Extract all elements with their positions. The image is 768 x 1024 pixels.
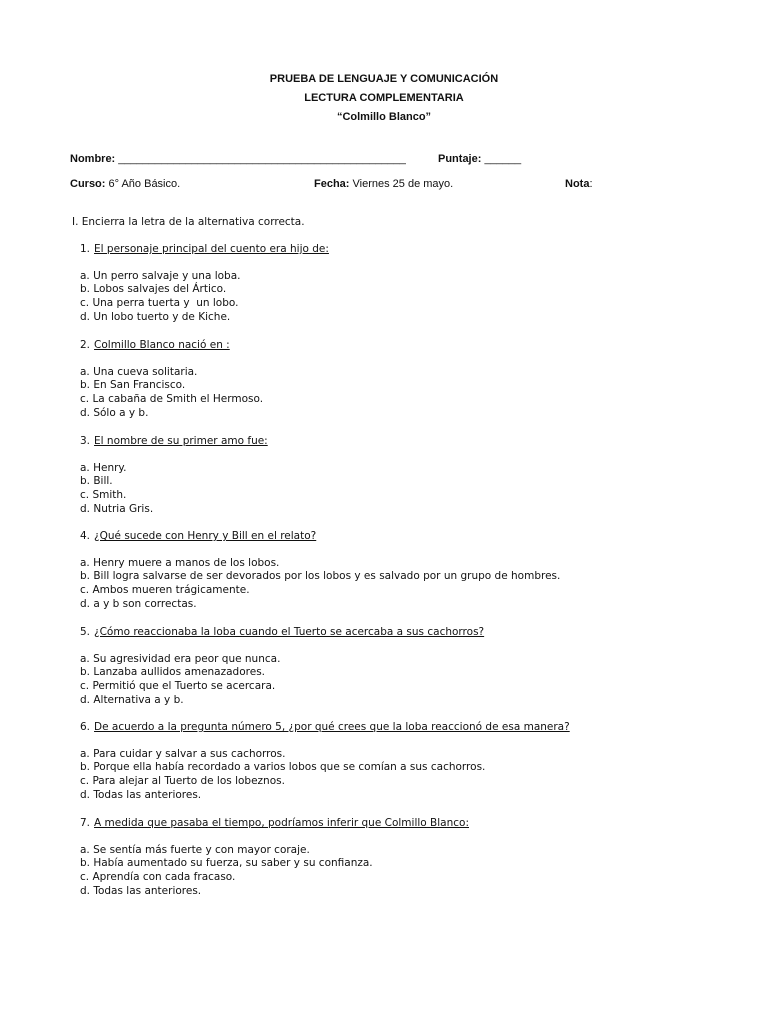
document-header	[0, 70, 768, 127]
nota-field	[565, 178, 593, 190]
answer-option[interactable]: c. Smith.	[80, 489, 127, 502]
question-item	[80, 530, 720, 612]
answer-option[interactable]: b. Lanzaba aullidos amenazadores.	[80, 666, 266, 679]
answer-option[interactable]: a. Para cuidar y salvar a sus cachorros.	[80, 747, 286, 760]
question-text: El personaje principal del cuento era hijo de:	[94, 243, 329, 255]
question-heading	[80, 435, 720, 449]
question-heading	[80, 339, 720, 353]
nota-label: Nota	[565, 178, 590, 190]
question-number: 5.	[80, 626, 91, 638]
answer-option[interactable]: c. Una perra tuerta y un lobo.	[80, 297, 239, 310]
nombre-field	[70, 153, 406, 165]
answer-option[interactable]: c. Aprendía con cada fracaso.	[80, 871, 236, 884]
question-text: A medida que pasaba el tiempo, podríamos inferir que Colmillo Blanco:	[94, 817, 469, 829]
question-text: El nombre de su primer amo fue:	[94, 435, 268, 447]
nombre-line: _______________________________________________	[115, 153, 406, 165]
answer-option[interactable]: d. a y b son correctas.	[80, 597, 197, 610]
question-number: 4.	[80, 530, 91, 542]
question-text: ¿Cómo reaccionaba la loba cuando el Tuerto se acercaba a sus cachorros?	[94, 626, 485, 638]
question-number: 7.	[80, 817, 91, 829]
answer-option[interactable]: c. Permitió que el Tuerto se acercara.	[80, 680, 276, 693]
answer-option[interactable]: a. Un perro salvaje y una loba.	[80, 269, 241, 282]
answer-option[interactable]: d. Alternativa a y b.	[80, 693, 184, 706]
question-heading	[80, 626, 720, 640]
nombre-label: Nombre:	[70, 153, 116, 165]
book-title: “Colmillo Blanco”	[336, 111, 432, 123]
question-number: 1.	[80, 243, 91, 255]
answer-option[interactable]: b. En San Francisco.	[80, 379, 186, 392]
question-number: 6.	[80, 721, 91, 733]
answer-option[interactable]: b. Bill.	[80, 475, 113, 488]
nota-value: :	[589, 178, 593, 190]
question-text: De acuerdo a la pregunta número 5, ¿por qué crees que la loba reaccionó de esa manera?	[94, 721, 570, 733]
question-heading	[80, 721, 720, 735]
question-item	[80, 626, 720, 708]
answer-option[interactable]: d. Sólo a y b.	[80, 406, 149, 419]
answer-option[interactable]: a. Henry muere a manos de los lobos.	[80, 556, 280, 569]
answer-option[interactable]: a. Se sentía más fuerte y con mayor coraje.	[80, 843, 310, 856]
answer-option[interactable]: c. Ambos mueren trágicamente.	[80, 584, 250, 597]
question-heading	[80, 530, 720, 544]
answer-option[interactable]: a. Su agresividad era peor que nunca.	[80, 652, 281, 665]
answer-option[interactable]: b. Bill logra salvarse de ser devorados por los lobos y es salvado por un grupo de hombres.	[80, 570, 561, 583]
puntaje-label: Puntaje:	[438, 153, 482, 165]
document-title: PRUEBA DE LENGUAJE Y COMUNICACIÓN	[269, 73, 499, 85]
puntaje-line: ______	[481, 153, 522, 165]
curso-field	[70, 178, 180, 190]
answer-option[interactable]: d. Nutria Gris.	[80, 502, 154, 515]
answer-option[interactable]: b. Lobos salvajes del Ártico.	[80, 283, 227, 296]
question-item	[80, 435, 720, 517]
answer-option[interactable]: a. Henry.	[80, 461, 127, 474]
answer-option[interactable]: c. La cabaña de Smith el Hermoso.	[80, 393, 264, 406]
answer-option[interactable]: b. Había aumentado su fuerza, su saber y su confianza.	[80, 857, 373, 870]
puntaje-field	[438, 153, 521, 165]
question-heading	[80, 243, 720, 257]
fecha-label: Fecha:	[314, 178, 350, 190]
question-text: Colmillo Blanco nació en :	[94, 339, 230, 351]
answer-option[interactable]: b. Porque ella había recordado a varios lobos que se comían a sus cachorros.	[80, 761, 486, 774]
question-item	[80, 339, 720, 421]
question-number: 3.	[80, 435, 91, 447]
question-item	[80, 817, 720, 899]
answer-option[interactable]: d. Todas las anteriores.	[80, 884, 202, 897]
section-instructions: I. Encierra la letra de la alternativa correcta.	[72, 216, 305, 228]
curso-value: 6° Año Básico.	[105, 178, 181, 190]
curso-label: Curso:	[70, 178, 106, 190]
document-subtitle: LECTURA COMPLEMENTARIA	[304, 92, 464, 104]
answer-option[interactable]: a. Una cueva solitaria.	[80, 365, 198, 378]
fecha-value: Viernes 25 de mayo.	[349, 178, 454, 190]
question-text: ¿Qué sucede con Henry y Bill en el relato?	[94, 530, 317, 542]
fecha-field	[314, 178, 453, 190]
question-item	[80, 243, 720, 325]
answer-option[interactable]: c. Para alejar al Tuerto de los lobeznos.	[80, 775, 285, 788]
question-number: 2.	[80, 339, 91, 351]
question-item	[80, 721, 720, 803]
answer-option[interactable]: d. Un lobo tuerto y de Kiche.	[80, 310, 231, 323]
answer-option[interactable]: d. Todas las anteriores.	[80, 788, 202, 801]
question-heading	[80, 817, 720, 831]
